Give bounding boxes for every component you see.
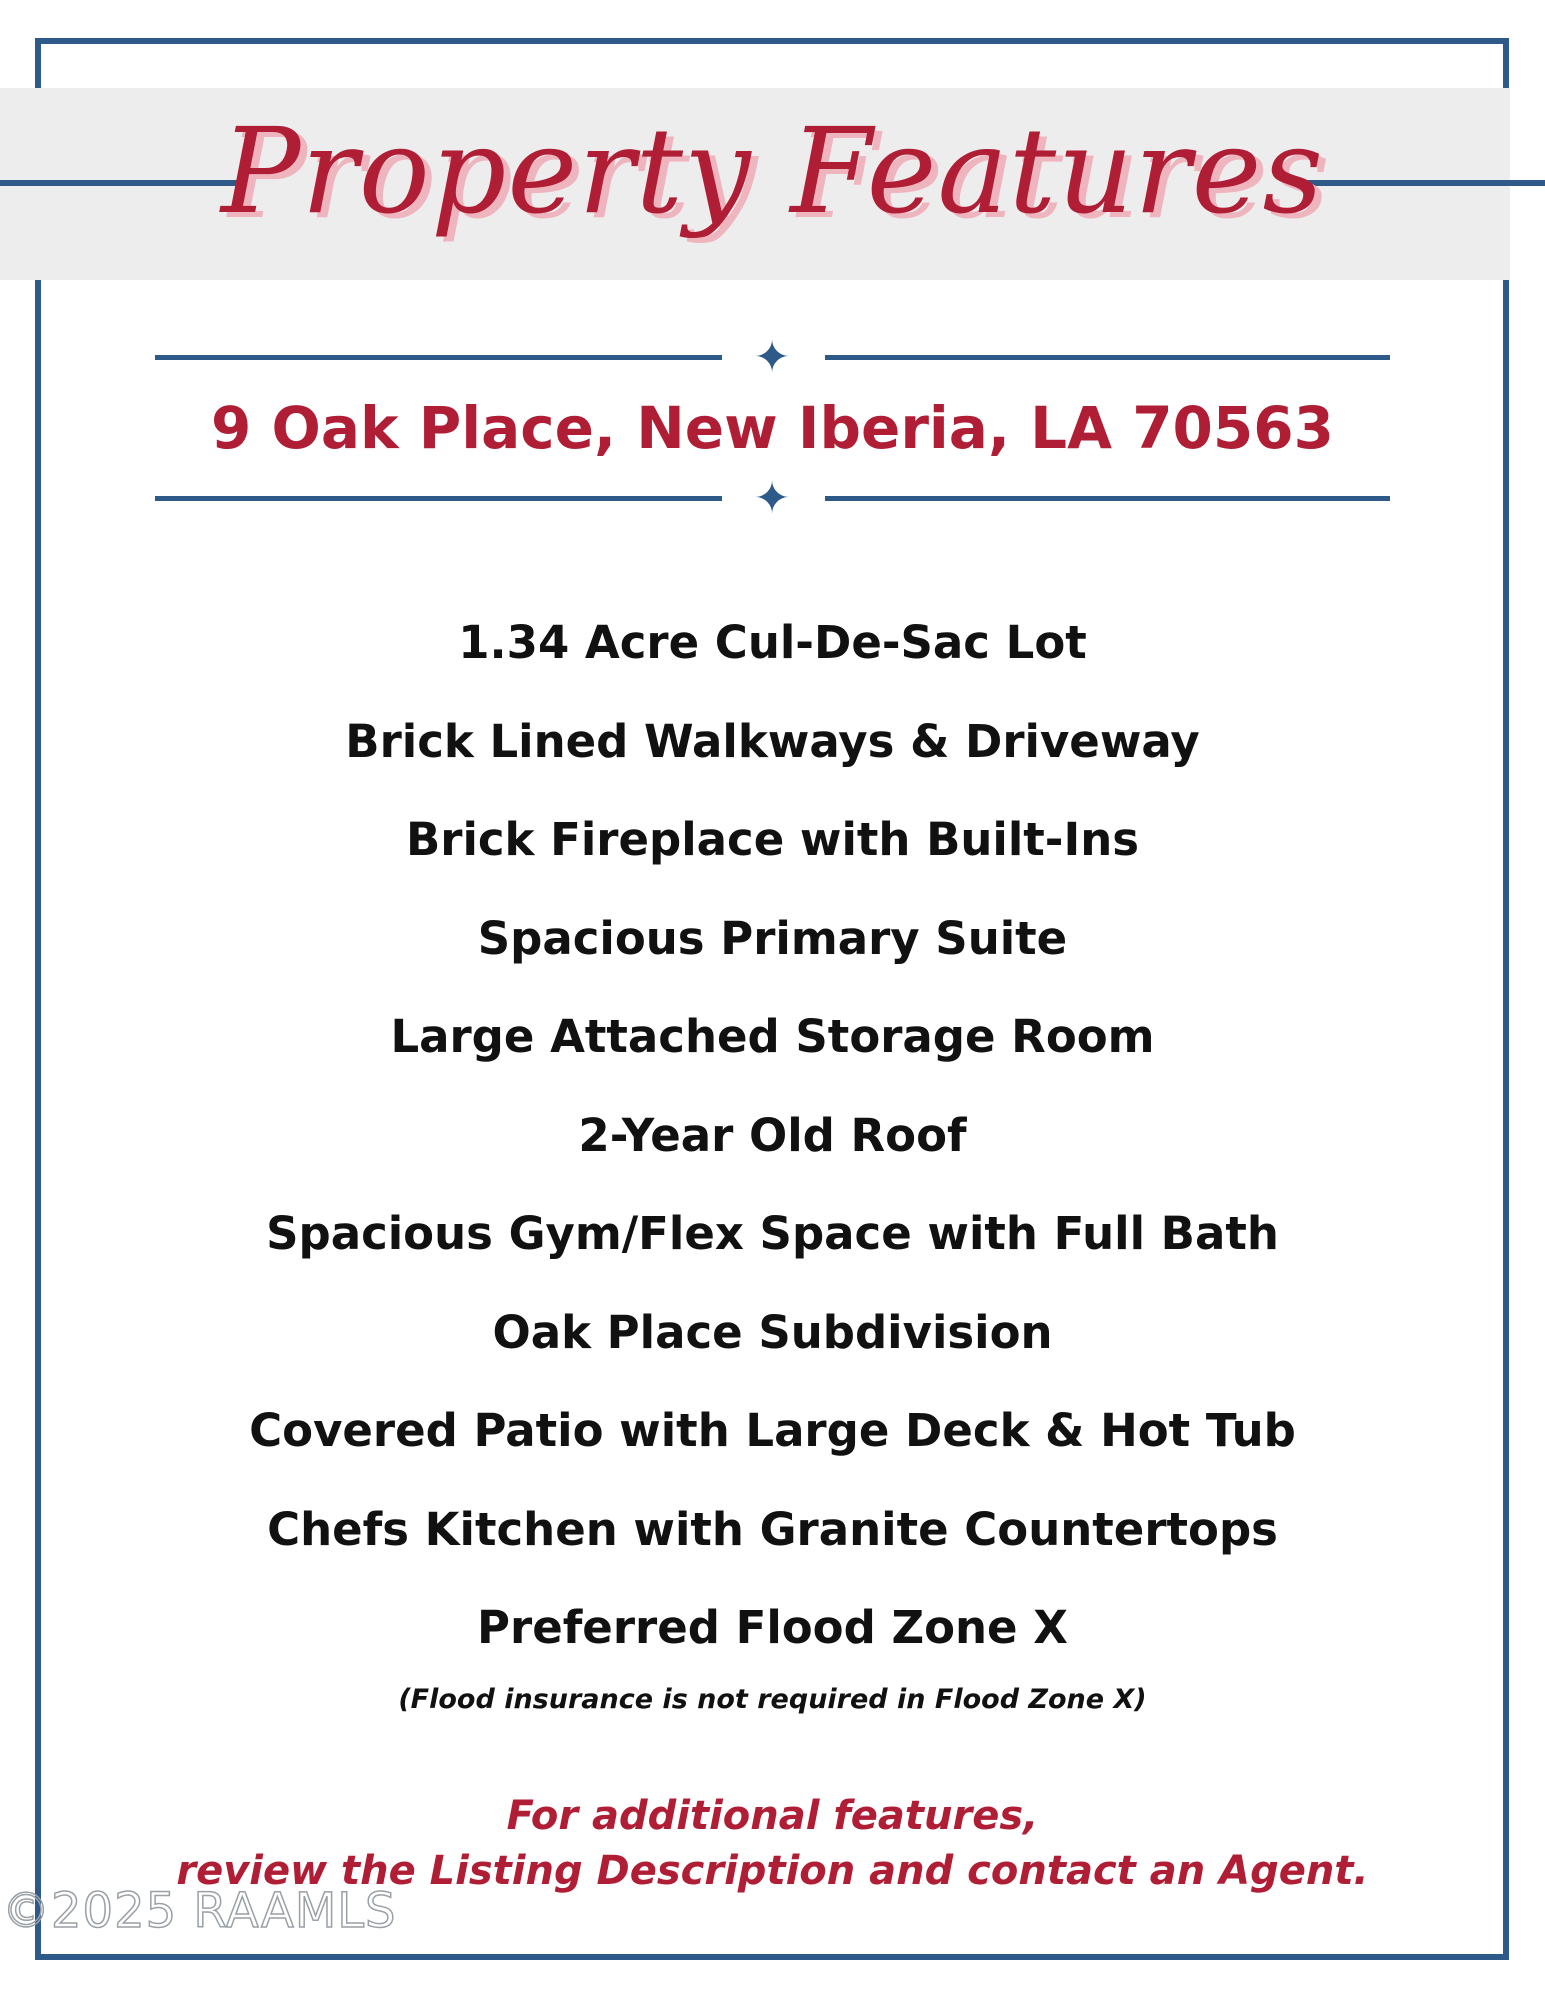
feature-item: Preferred Flood Zone X	[477, 1601, 1068, 1654]
feature-item: Oak Place Subdivision	[492, 1305, 1053, 1359]
divider-bottom-right-rule	[825, 496, 1390, 501]
feature-item: Spacious Primary Suite	[477, 911, 1068, 965]
copyright-watermark: ©2025 RAAMLS	[2, 1883, 397, 1939]
feature-item: Brick Fireplace with Built-Ins	[405, 813, 1140, 866]
property-address: 9 Oak Place, New Iberia, LA 70563	[211, 394, 1334, 462]
cta-line-1: For additional features,	[506, 1793, 1039, 1839]
cta-line-2: review the Listing Description and contact an Agent.	[176, 1848, 1369, 1894]
four-point-star-icon: ✦	[753, 473, 791, 524]
feature-item: Spacious Gym/Flex Space with Full Bath	[266, 1207, 1279, 1260]
four-point-star-icon: ✦	[753, 332, 791, 383]
feature-item: Chefs Kitchen with Granite Countertops	[267, 1502, 1278, 1556]
page-title: Property Features	[220, 102, 1325, 240]
divider-bottom-left-rule	[155, 496, 722, 501]
divider-top-left-rule	[155, 355, 722, 360]
feature-list	[0, 608, 1545, 1692]
feature-item: 1.34 Acre Cul-De-Sac Lot	[458, 616, 1087, 669]
feature-item: 2-Year Old Roof	[578, 1108, 967, 1162]
feature-item: Large Attached Storage Room	[390, 1010, 1155, 1063]
divider-top-right-rule	[825, 355, 1390, 360]
feature-item: Brick Lined Walkways & Driveway	[345, 714, 1200, 768]
feature-item: Covered Patio with Large Deck & Hot Tub	[249, 1404, 1296, 1457]
flood-zone-note: (Flood insurance is not required in Flood Zone X)	[398, 1684, 1147, 1715]
